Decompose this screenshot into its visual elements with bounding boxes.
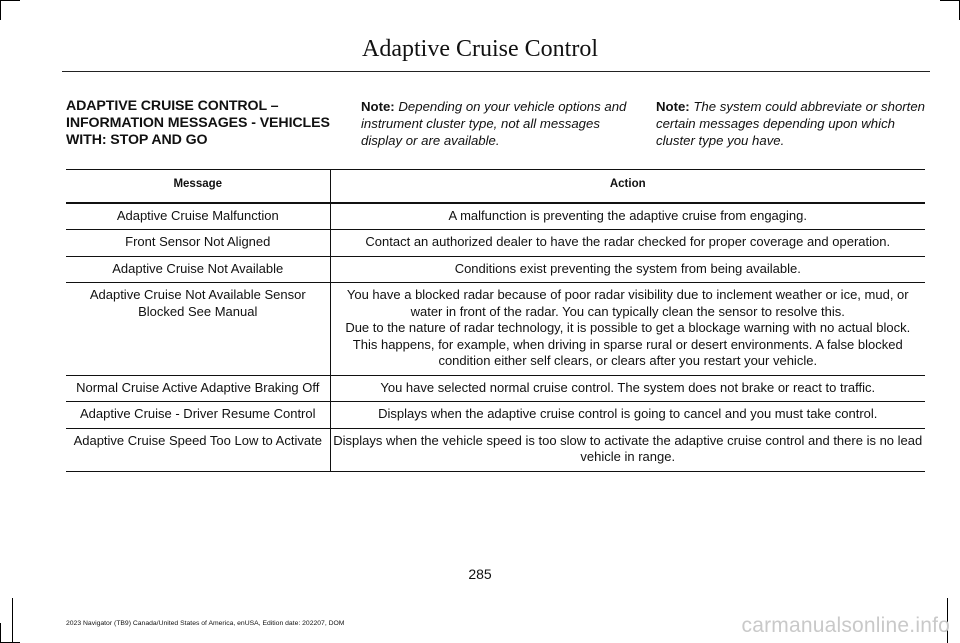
table-row: [66, 428, 925, 471]
column-header-message: Message: [66, 170, 330, 203]
action-cell: [330, 203, 925, 230]
section-heading: ADAPTIVE CRUISE CONTROL – INFORMATION MESSAGES - VEHICLES WITH: STOP AND GO: [66, 98, 330, 148]
note-abbreviation: [656, 98, 928, 149]
action-cell: [330, 283, 925, 376]
action-text: You have a blocked radar because of poor radar visibility due to inclement weather or ice, mud, or water in front of the radar. You can typically clean the sensor to resolve this.: [346, 287, 909, 319]
action-text: Due to the nature of radar technology, it is possible to get a blockage warning with no actual block. This happens, for example, when driving in sparse rural or desert environments. A false blocked condition either self clears, or clears after you restart your vehicle.: [345, 320, 911, 368]
action-cell: [330, 230, 925, 257]
message-cell: Normal Cruise Active Adaptive Braking Off: [66, 375, 330, 402]
note-label: Note:: [656, 99, 690, 114]
note-text: Depending on your vehicle options and instrument cluster type, not all messages display or are available.: [361, 99, 627, 148]
message-cell: Adaptive Cruise Speed Too Low to Activate: [66, 428, 330, 471]
page-number: 285: [468, 566, 492, 582]
note-text: The system could abbreviate or shorten certain messages depending upon which cluster type you have.: [656, 99, 926, 148]
crop-mark: [12, 598, 13, 643]
table-row: [66, 230, 925, 257]
crop-mark: [0, 0, 1, 20]
action-text: You have selected normal cruise control. The system does not brake or react to traffic.: [380, 379, 876, 395]
action-text: Displays when the adaptive cruise control is going to cancel and you must take control.: [378, 406, 878, 421]
message-cell: Front Sensor Not Aligned: [66, 230, 330, 257]
crop-mark: [0, 0, 20, 1]
action-text: Conditions exist preventing the system from being available.: [454, 260, 801, 276]
table-row: [66, 203, 925, 230]
message-cell: Adaptive Cruise Not Available Sensor Blocked See Manual: [66, 283, 330, 376]
note-cluster-options: [361, 98, 636, 149]
table-header-row: [66, 170, 925, 203]
table-row: [66, 283, 925, 376]
action-text: Displays when the vehicle speed is too slow to activate the adaptive cruise control and there is no lead vehicle in range.: [333, 432, 923, 464]
crop-mark: [0, 623, 1, 643]
action-cell: [330, 428, 925, 471]
action-cell: [330, 256, 925, 283]
crop-mark: [940, 0, 960, 1]
action-text: A malfunction is preventing the adaptive cruise from engaging.: [448, 207, 807, 223]
page-title: Adaptive Cruise Control: [362, 36, 598, 62]
table-row: [66, 256, 925, 283]
watermark: carmanualsonline.info: [741, 614, 950, 637]
message-cell: Adaptive Cruise Not Available: [66, 256, 330, 283]
note-label: Note:: [361, 99, 395, 114]
column-header-action: Action: [330, 170, 925, 203]
action-text: Contact an authorized dealer to have the radar checked for proper coverage and operation.: [365, 234, 891, 249]
message-cell: Adaptive Cruise Malfunction: [66, 203, 330, 230]
table-row: [66, 402, 925, 429]
action-cell: [330, 375, 925, 402]
action-cell: [330, 402, 925, 429]
message-cell: Adaptive Cruise - Driver Resume Control: [66, 402, 330, 429]
messages-table: [66, 169, 925, 472]
footer-edition: 2023 Navigator (TB9) Canada/United States of America, enUSA, Edition date: 202207, DOM: [66, 620, 345, 627]
header-divider: [62, 71, 930, 72]
table-row: [66, 375, 925, 402]
